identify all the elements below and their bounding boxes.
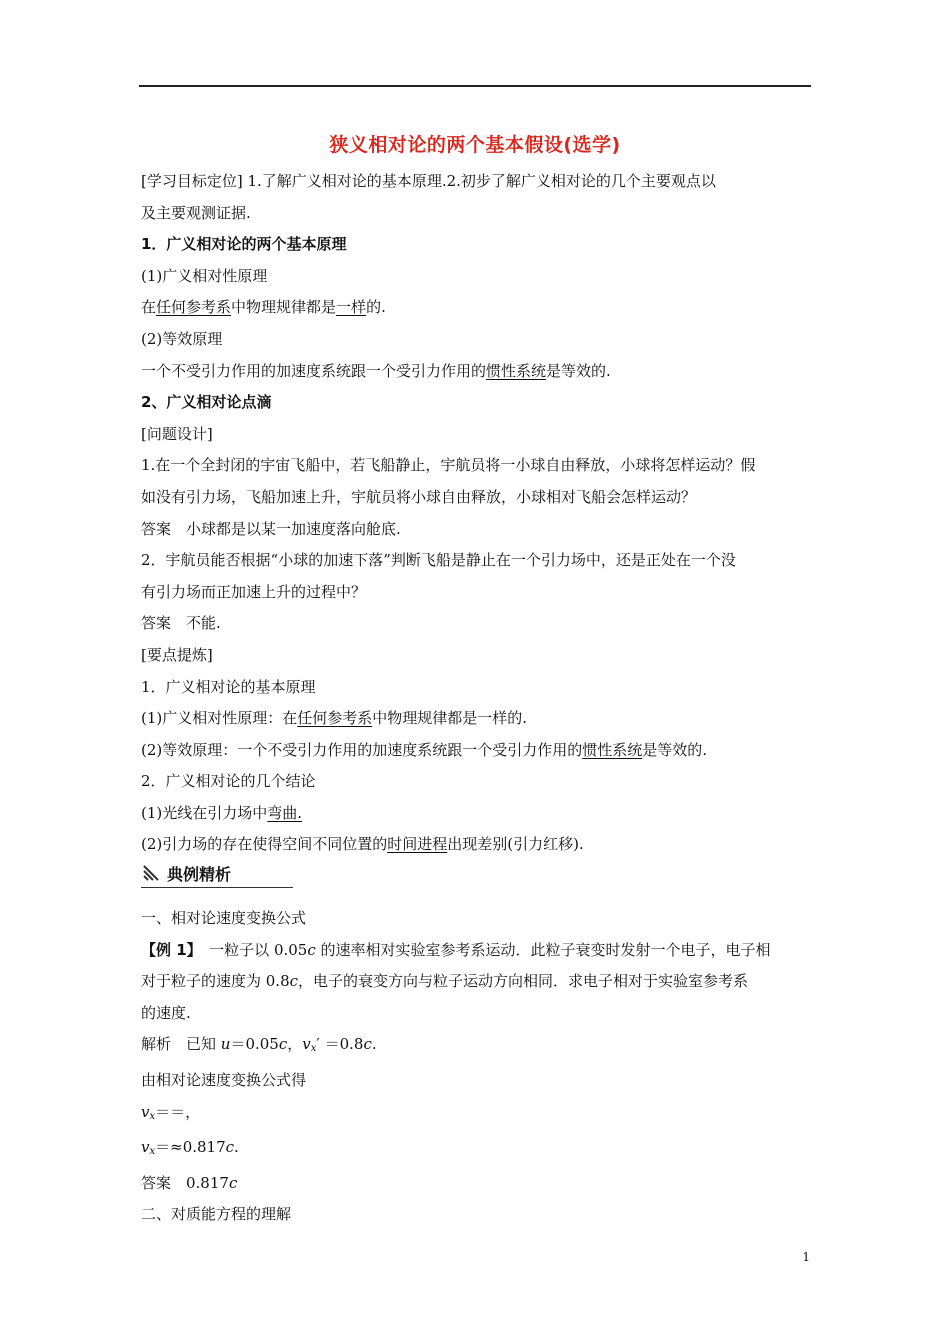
example-heading-1: 一、相对论速度变换公式 (141, 909, 307, 928)
example-heading-2: 二、对质能方程的理解 (141, 1205, 292, 1224)
section-banner-label: 典例精析 (167, 865, 232, 885)
section-banner-underline (141, 887, 293, 888)
key-point-1b: (2)等效原理：一个不受引力作用的加速度系统跟一个受引力作用的惯性系统是等效的. (141, 740, 708, 759)
question-1-line-2: 如没有引力场，飞船加速上升，宇航员将小球自由释放，小球相对飞船会怎样运动？ (141, 487, 697, 506)
key-point-2: 2．广义相对论的几个结论 (141, 772, 316, 791)
document-title: 狭义相对论的两个基本假设(选学) (329, 134, 621, 156)
example-1-line-2: 对于粒子的速度为 0.8c，电子的衰变方向与粒子运动方向相同．求电子相对于实验室参考系 (141, 972, 749, 991)
section-1-heading: 1．广义相对论的两个基本原理 (141, 235, 347, 254)
question-2-line-1: 2．宇航员能否根据“小球的加速下落”判断飞船是静止在一个引力场中，还是正处在一个没 (141, 551, 736, 570)
objectives-line-1: [学习目标定位] 1.了解广义相对论的基本原理.2.初步了解广义相对论的几个主要观点以 (141, 172, 716, 190)
example-1-line-3: 的速度. (141, 1003, 191, 1022)
question-2-line-2: 有引力场而正加速上升的过程中？ (141, 582, 367, 601)
key-point-1a: (1)广义相对性原理：在任何参考系中物理规律都是一样的. (141, 709, 528, 728)
principle-2-title: (2)等效原理 (141, 329, 223, 348)
question-1-line-1: 1.在一个全封闭的宇宙飞船中，若飞船静止，宇航员将一小球自由释放，小球将怎样运动？假 (141, 456, 756, 475)
objectives-line-2: 及主要观测证据. (141, 203, 251, 222)
answer-2: 答案 不能. (141, 614, 221, 633)
key-point-2b: (2)引力场的存在使得空间不同位置的时间进程出现差别(引力红移). (141, 835, 584, 854)
key-point-1: 1．广义相对论的基本原理 (141, 677, 316, 696)
equation-2: $v_x=\approx 0.817c$. (141, 1138, 239, 1158)
answer-1: 答案 小球都是以某一加速度落向舱底. (141, 519, 401, 538)
solution-line: 解析 已知 u＝0.05c，$v_x' =0.8c$. (141, 1035, 377, 1055)
principle-2-text: 一个不受引力作用的加速度系统跟一个受引力作用的惯性系统是等效的. (141, 361, 611, 380)
equation-1: $v_x==$， (141, 1102, 201, 1122)
section-banner (141, 861, 813, 893)
formula-intro: 由相对论速度变换公式得 (141, 1071, 307, 1090)
page-number: 1 (802, 1250, 810, 1264)
key-points-label: [要点提炼] (141, 645, 213, 664)
principle-1-text: 在任何参考系中物理规律都是一样的. (141, 298, 386, 317)
key-point-2a: (1)光线在引力场中弯曲. (141, 803, 303, 822)
principle-1-title: (1)广义相对性原理 (141, 266, 268, 285)
objectives-label: [学习目标定位] (141, 172, 243, 190)
example-1-answer: 答案 0.817c (141, 1173, 238, 1192)
diagonal-stripes-icon (143, 865, 159, 881)
example-1-tag: 【例 1】 (141, 940, 195, 959)
section-2-heading: 2、广义相对论点滴 (141, 393, 272, 412)
document-body (141, 166, 813, 1231)
example-1-line-1: 【例 1】 一粒子以 0.05c 的速率相对实验室参考系运动．此粒子衰变时发射一个电子，电子相 (141, 940, 771, 959)
header-rule (139, 85, 811, 87)
problem-design-label: [问题设计] (141, 424, 213, 443)
